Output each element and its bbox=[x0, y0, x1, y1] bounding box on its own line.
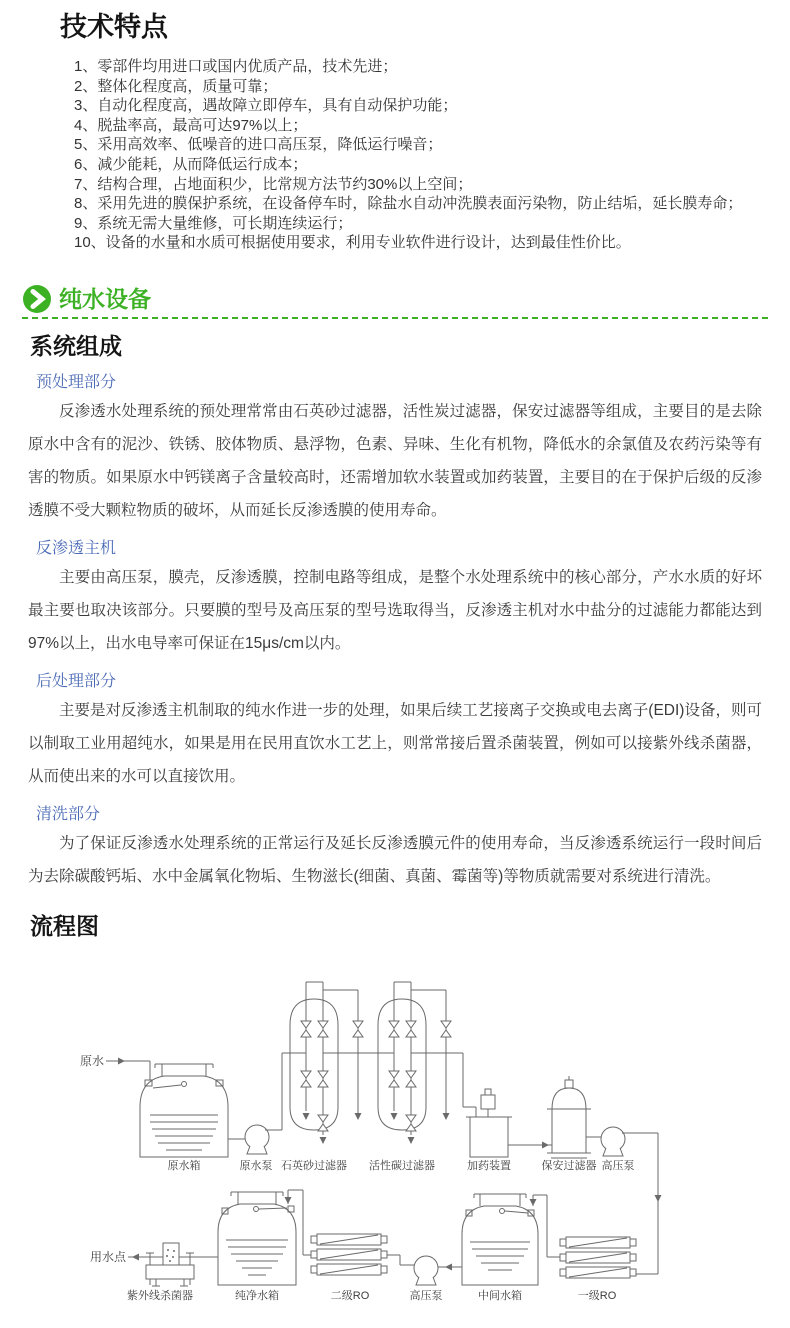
subsection-heading-posttreatment: 后处理部分 bbox=[36, 672, 117, 690]
subsection-body-ro-host: 主要由高压泵，膜壳，反渗透膜，控制电路等组成，是整个水处理系统中的核心部分，产水水质的好坏最主要也取决该部分。只要膜的型号及高压泵的型号选取得当，反渗透主机对水中盐分的过滤能力都能达到97%以上，出水电导率可保证在15μs/cm以内。 bbox=[28, 568, 762, 652]
flow-arrow bbox=[118, 1057, 125, 1064]
security-filter-shape bbox=[547, 1076, 591, 1158]
tech-feature-item: 5、采用高效率、低噪音的进口高压泵，降低运行噪音； bbox=[74, 136, 443, 154]
raw-water-pump-shape bbox=[245, 1125, 269, 1154]
flow-section-title: 流程图 bbox=[30, 912, 99, 939]
flow-label-hp-pump2: 高压泵 bbox=[409, 1289, 443, 1302]
raw-water-inlet-pipe bbox=[106, 1057, 150, 1080]
high-pressure-pump2-shape bbox=[414, 1256, 438, 1285]
dosing-device-shape bbox=[466, 1089, 512, 1157]
ro-stage2-shape bbox=[311, 1234, 387, 1275]
flow-label-uv: 紫外线杀菌器 bbox=[127, 1289, 193, 1302]
tech-feature-item: 7、结构合理，占地面积少，比常规方法节约30%以上空间； bbox=[74, 175, 473, 193]
tech-features-list bbox=[74, 57, 790, 253]
tech-features-title: 技术特点 bbox=[60, 12, 168, 42]
section-banner-title: 纯水设备 bbox=[59, 285, 151, 312]
carbon-filter-vessel bbox=[378, 982, 451, 1144]
subsection-body-cleaning: 为了保证反渗透水处理系统的正常运行及延长反渗透膜元件的使用寿命，当反渗透系统运行一段时间后为去除碳酸钙垢、水中金属氧化物垢、生物滋长(细菌、真菌、霉菌等)等物质就需要对系统进行清洗。 bbox=[28, 834, 762, 885]
section-banner bbox=[22, 284, 768, 319]
flow-diagram bbox=[0, 947, 790, 1305]
flow-label-hp-pump1: 高压泵 bbox=[601, 1159, 635, 1172]
high-pressure-pump-shape bbox=[601, 1127, 625, 1156]
flow-label-raw-tank: 原水箱 bbox=[167, 1159, 201, 1172]
flow-label-use-point: 用水点 bbox=[89, 1249, 126, 1264]
flow-label-ro2: 二级RO bbox=[330, 1289, 370, 1302]
flow-label-pure-tank: 纯净水箱 bbox=[235, 1289, 279, 1302]
flow-label-security-filter: 保安过滤器 bbox=[541, 1159, 597, 1172]
tech-feature-item: 1、零部件均用进口或国内优质产品，技术先进； bbox=[74, 58, 398, 75]
tech-feature-item: 4、脱盐率高，最高可达97%以上； bbox=[74, 116, 308, 134]
flow-label-sand-filter: 石英砂过滤器 bbox=[281, 1159, 347, 1172]
flow-label-carbon-filter: 活性碳过滤器 bbox=[369, 1159, 435, 1172]
uv-sterilizer-shape bbox=[146, 1243, 194, 1286]
pure-water-tank-shape bbox=[218, 1192, 296, 1285]
tech-feature-item: 6、减少能耗，从而降低运行成本； bbox=[74, 155, 308, 173]
tech-feature-item: 9、系统无需大量维修，可长期连续运行； bbox=[74, 214, 353, 232]
flow-label-mid-tank: 中间水箱 bbox=[478, 1289, 522, 1302]
sand-filter-vessel bbox=[290, 982, 363, 1144]
tech-feature-item: 2、整体化程度高，质量可靠； bbox=[74, 77, 278, 95]
raw-water-tank-shape bbox=[140, 1064, 228, 1157]
subsection-heading-pretreatment: 预处理部分 bbox=[36, 373, 117, 391]
intermediate-tank-shape bbox=[462, 1194, 538, 1285]
flow-label-raw-water: 原水 bbox=[79, 1053, 104, 1068]
tech-feature-item: 10、设备的水量和水质可根据使用要求，利用专业软件进行设计，达到最佳性价比。 bbox=[74, 234, 631, 252]
subsection-body-pretreatment: 反渗透水处理系统的预处理常常由石英砂过滤器，活性炭过滤器，保安过滤器等组成，主要目的是去除原水中含有的泥沙、铁锈、胶体物质、悬浮物，色素、异味、生化有机物，降低水的余氯值及农药污染等有害的物质。如果原水中钙镁离子含量较高时，还需增加软水装置或加药装置，主要目的在于保护后级的反渗透膜不受大颗粒物质的破坏，从而延长反渗透膜的使用寿命。 bbox=[28, 402, 762, 519]
tech-feature-item: 8、采用先进的膜保护系统，在设备停车时，除盐水自动冲洗膜表面污染物，防止结垢，延长膜寿命； bbox=[74, 195, 743, 213]
subsection-body-posttreatment: 主要是对反渗透主机制取的纯水作进一步的处理，如果后续工艺接离子交换或电去离子(EDI)设备，则可以制取工业用超纯水，如果是用在民用直饮水工艺上，则常常接后置杀菌装置，例如可以接紫外线杀菌器，从而使出来的水可以直接饮用。 bbox=[28, 701, 762, 785]
system-section-title: 系统组成 bbox=[30, 332, 122, 359]
flow-label-ro1: 一级RO bbox=[577, 1289, 617, 1302]
flow-label-raw-pump: 原水泵 bbox=[239, 1159, 273, 1172]
section-arrow-icon bbox=[22, 284, 52, 314]
main-content bbox=[0, 331, 790, 941]
ro-stage1-shape bbox=[560, 1237, 636, 1278]
subsection-heading-ro-host: 反渗透主机 bbox=[36, 539, 117, 557]
tech-feature-item: 3、自动化程度高，遇故障立即停车，具有自动保护功能； bbox=[74, 97, 458, 115]
flow-label-dosing: 加药装置 bbox=[467, 1159, 511, 1172]
subsection-heading-cleaning: 清洗部分 bbox=[36, 805, 101, 823]
